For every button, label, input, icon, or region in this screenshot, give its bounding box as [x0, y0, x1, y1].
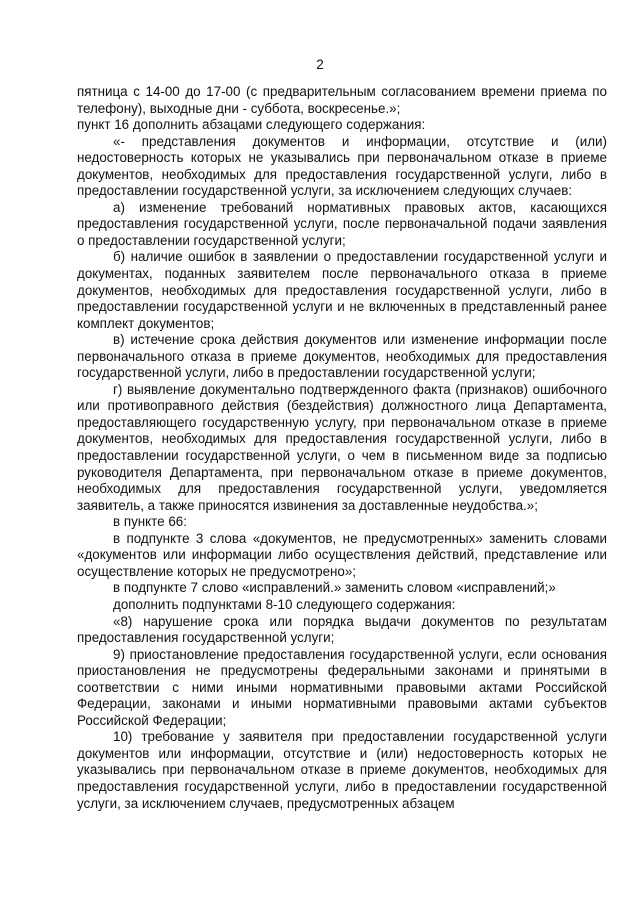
paragraph-quote-intro: «- представления документов и информации, отсутствие и (или) недостоверность которых не указывались при первоначальном отказе в приеме документов, необходимых для предоставления государственной услуги, либо в предоставлении государственной услуги, за исключением следующих случаев:	[77, 133, 607, 199]
paragraph-subpoint-3: в подпункте 3 слова «документов, не предусмотренных» заменить словами «документов или информации либо осуществления действий, представление или осуществление которых не предусмотрено»;	[77, 530, 607, 579]
paragraph-subpoint-10: 10) требование у заявителя при предоставлении государственной услуги документов или информации, отсутствие и (или) недостоверность которых не указывались при первоначальном отказе в приеме документов, необходимых для предоставления государственной услуги, либо в предоставлении государственной услуги, за исключением случаев, предусмотренных абзацем	[77, 729, 607, 811]
paragraph-case-a: а) изменение требований нормативных правовых актов, касающихся предоставления государственной услуги, после первоначальной подачи заявления о предоставлении государственной услуги;	[77, 199, 607, 248]
paragraph-add-subpoints: дополнить подпунктами 8-10 следующего содержания:	[113, 596, 456, 612]
paragraph-case-c: в) истечение срока действия документов или изменение информации после первоначального отказа в приеме документов, необходимых для предоставления государственной услуги, либо в предоставлении государственной услуги;	[77, 332, 607, 381]
paragraph-amendment-point-16: пункт 16 дополнить абзацами следующего содержания:	[77, 117, 426, 133]
paragraph-point-66: в пункте 66:	[113, 514, 187, 530]
paragraph-case-d: г) выявление документально подтвержденного факта (признаков) ошибочного или противоправного действия (бездействия) должностного лица Департамента, предоставляющего государственную услугу, при первоначальном отказе в приеме документов, необходимых для предоставления государственной услуги, либо в предоставлении государственной услуги, о чем в письменном виде за подписью руководителя Департамента, при первоначальном отказе в приеме документов, необходимых для предоставления государственной услуги, уведомляется заявитель, а также приносятся извинения за доставленные неудобства.»;	[77, 381, 607, 513]
document-body	[77, 84, 607, 812]
paragraph-subpoint-9: 9) приостановление предоставления государственной услуги, если основания приостановления не предусмотрены федеральными законами и принятыми в соответствии с ними иными нормативными правовыми актами Российской Федерации, законами и иными нормативными правовыми актами субъектов Российской Федерации;	[77, 646, 607, 728]
paragraph-continuation: пятница с 14-00 до 17-00 (с предварительным согласованием времени приема по телефону), выходные дни - суббота, воскресенье.»;	[77, 84, 607, 116]
paragraph-case-b: б) наличие ошибок в заявлении о предоставлении государственной услуги и документах, поданных заявителем после первоначального отказа в приеме документов, необходимых для предоставления государственной услуги, либо в предоставлении государственной услуги и не включенных в представленный ранее комплект документов;	[77, 249, 607, 331]
paragraph-subpoint-8: «8) нарушение срока или порядка выдачи документов по результатам предоставления государственной услуги;	[77, 613, 607, 646]
paragraph-subpoint-7: в подпункте 7 слово «исправлений.» заменить словом «исправлений;»	[113, 580, 556, 596]
page-number: 2	[316, 57, 324, 72]
